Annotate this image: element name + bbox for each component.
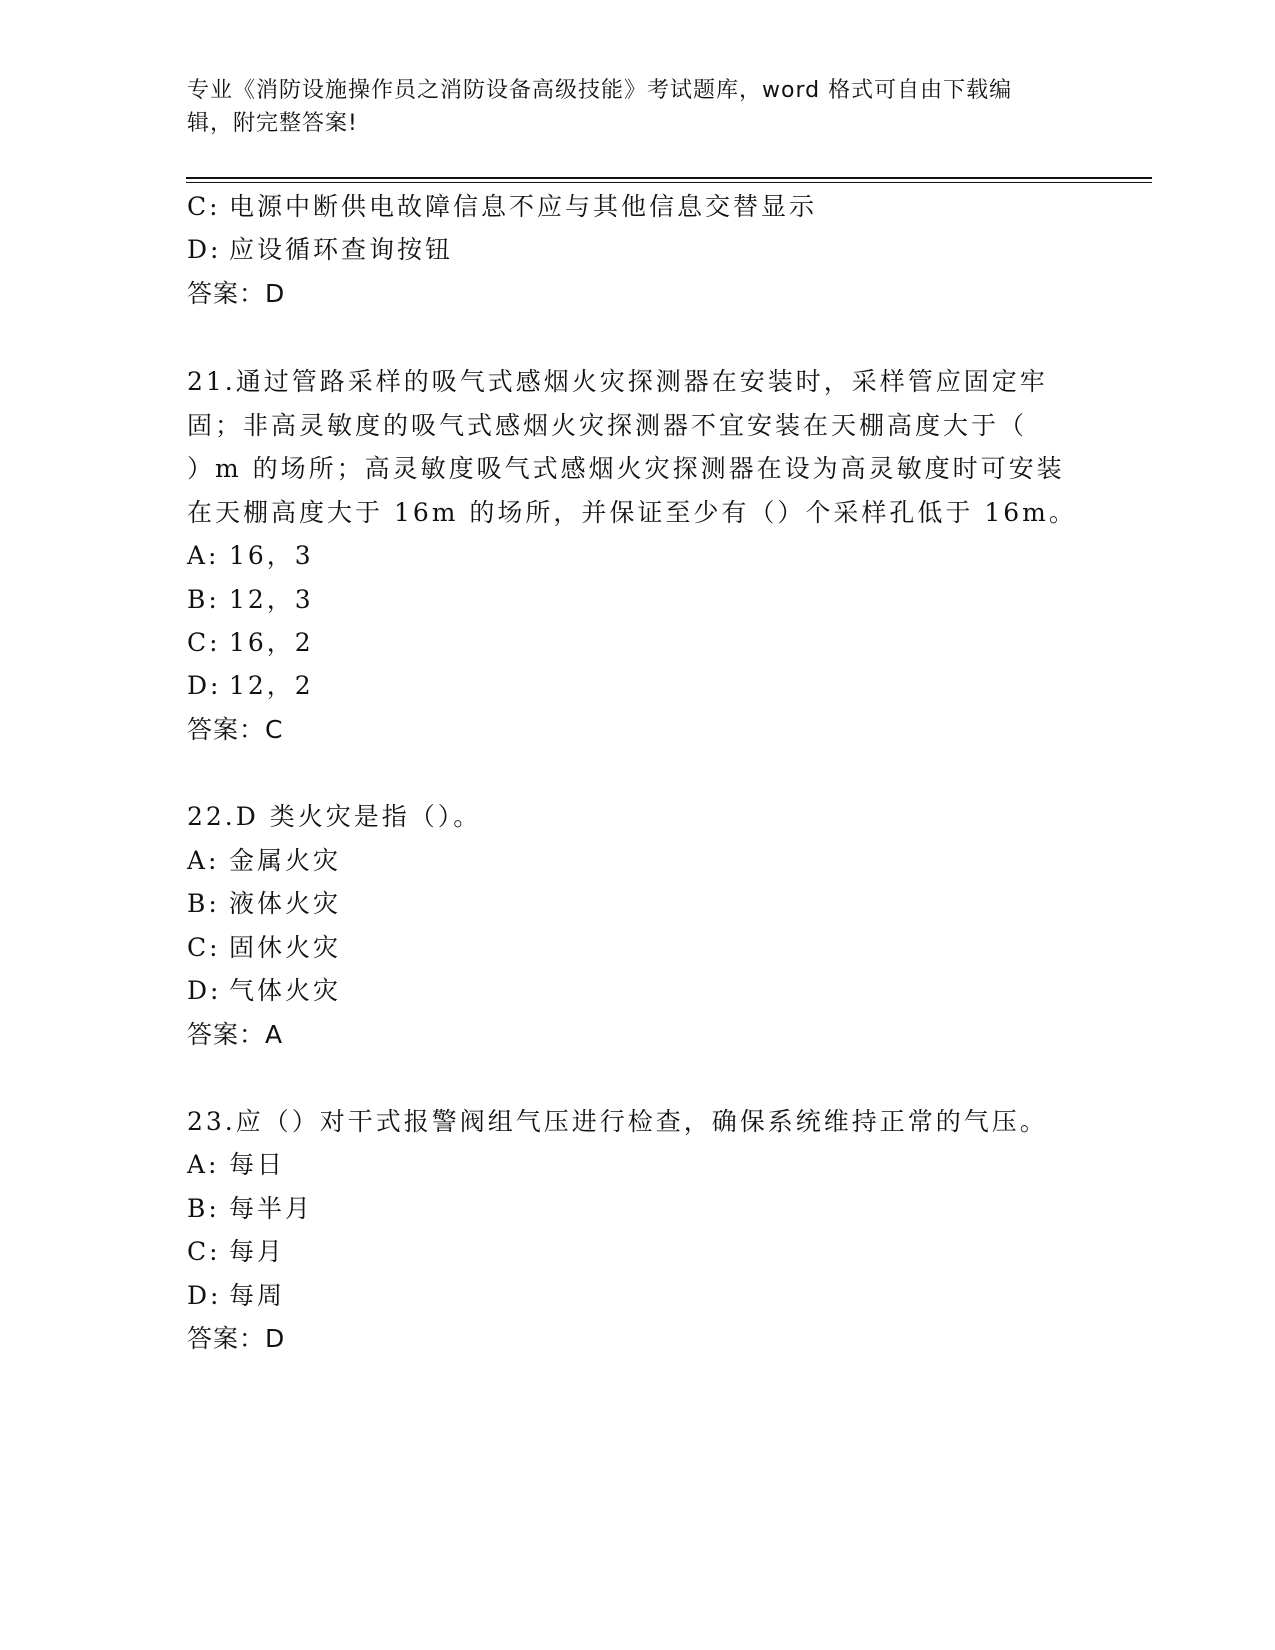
answer-line: 答案：C xyxy=(187,715,284,744)
option-key: B: xyxy=(187,1194,220,1223)
option-text: 金属火灾 xyxy=(229,846,342,875)
option-key: D: xyxy=(187,671,222,700)
header-divider-thin xyxy=(186,182,1152,183)
option-line xyxy=(187,235,453,265)
option-text: 16，2 xyxy=(229,628,314,657)
option-line xyxy=(187,933,341,963)
option-text: 每半月 xyxy=(229,1194,314,1223)
answer-line: 答案：A xyxy=(187,1020,284,1049)
option-key: A: xyxy=(187,846,220,875)
option-line xyxy=(187,1237,285,1267)
option-text: 每日 xyxy=(229,1150,286,1179)
option-key: C: xyxy=(187,933,221,962)
question-stem-line: 22.D 类火灾是指（）。 xyxy=(187,802,482,831)
option-line xyxy=(187,1281,285,1311)
option-line xyxy=(187,976,341,1006)
option-text: 每周 xyxy=(229,1281,286,1310)
option-key: B: xyxy=(187,889,220,918)
option-key: A: xyxy=(187,1150,220,1179)
answer-line: 答案：D xyxy=(187,1324,286,1353)
option-key: C: xyxy=(187,1237,221,1266)
option-line xyxy=(187,671,314,701)
option-line xyxy=(187,1194,313,1224)
option-line xyxy=(187,889,341,919)
option-key: B: xyxy=(187,585,220,614)
option-key: D: xyxy=(187,976,222,1005)
option-line xyxy=(187,846,341,876)
option-key: D: xyxy=(187,235,222,264)
option-text: 每月 xyxy=(229,1237,286,1266)
option-key: D: xyxy=(187,1281,222,1310)
option-text: 应设循环查询按钮 xyxy=(229,235,454,264)
option-text: 16，3 xyxy=(229,541,314,570)
option-text: 气体火灾 xyxy=(229,976,342,1005)
option-text: 12，3 xyxy=(229,585,314,614)
question-stem-line: 固；非高灵敏度的吸气式感烟火灾探测器不宜安装在天棚高度大于（ xyxy=(187,411,1028,440)
option-line xyxy=(187,628,314,658)
document-header xyxy=(187,74,1087,140)
option-key: C: xyxy=(187,192,221,221)
question-stem-line: 在天棚高度大于 16m 的场所，并保证至少有（）个采样孔低于 16m。 xyxy=(187,498,1077,527)
option-text: 液体火灾 xyxy=(229,889,342,918)
header-line-1: 专业《消防设施操作员之消防设备高级技能》考试题库，word 格式可自由下载编 xyxy=(187,78,1013,103)
header-divider xyxy=(186,177,1152,179)
question-stem-line: 21.通过管路采样的吸气式感烟火灾探测器在安装时，采样管应固定牢 xyxy=(187,367,1048,396)
question-stem-line: ）m 的场所；高灵敏度吸气式感烟火灾探测器在设为高灵敏度时可安装 xyxy=(187,454,1065,483)
option-text: 电源中断供电故障信息不应与其他信息交替显示 xyxy=(229,192,818,221)
header-line-2: 辑，附完整答案! xyxy=(187,111,358,136)
question-stem-line: 23.应（）对干式报警阀组气压进行检查，确保系统维持正常的气压。 xyxy=(187,1107,1048,1136)
option-line xyxy=(187,541,314,571)
option-text: 12，2 xyxy=(229,671,314,700)
option-text: 固休火灾 xyxy=(229,933,342,962)
option-key: C: xyxy=(187,628,221,657)
option-line xyxy=(187,585,314,615)
option-line xyxy=(187,192,817,222)
answer-line: 答案：D xyxy=(187,279,286,308)
option-line xyxy=(187,1150,285,1180)
option-key: A: xyxy=(187,541,220,570)
